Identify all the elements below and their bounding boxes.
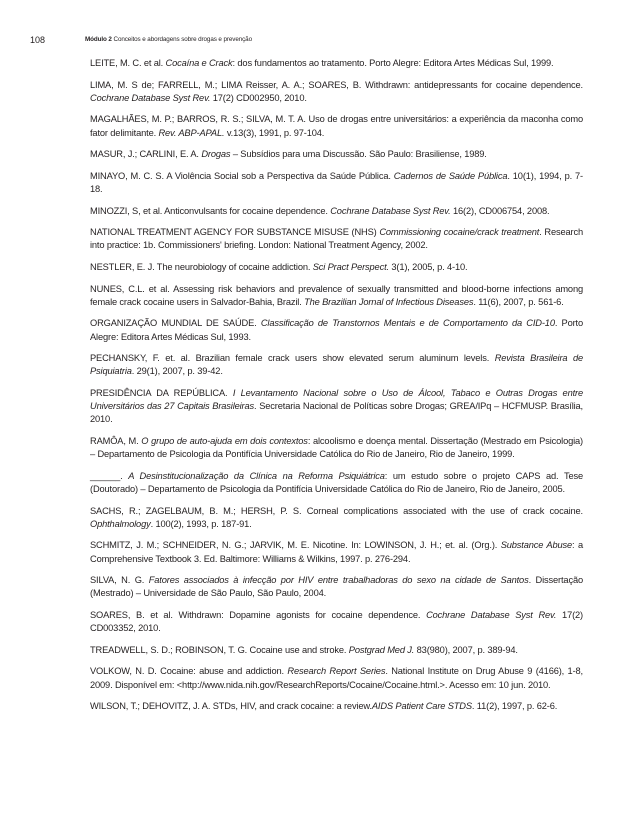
reference-title: Drogas bbox=[201, 149, 231, 160]
reference-details: 17(2) CD002950, 2010. bbox=[210, 92, 307, 103]
reference-text: ORGANIZAÇÃO MUNDIAL DE SAÚDE. bbox=[90, 318, 261, 329]
running-title bbox=[85, 33, 252, 47]
reference-text: PRESIDÊNCIA DA REPÚBLICA. bbox=[90, 387, 233, 398]
reference-text: LEITE, M. C. et al. bbox=[90, 58, 166, 68]
reference-entry bbox=[90, 387, 583, 427]
reference-details: . Porto Alegre: Editora Artes Médicas Sul, 1993. bbox=[90, 318, 583, 342]
reference-text: PECHANSKY, F. et. al. Brazilian female crack users show elevated serum aluminum levels. bbox=[90, 353, 495, 364]
reference-entry bbox=[90, 205, 583, 218]
reference-entry bbox=[90, 261, 583, 274]
module-label: Módulo 2 bbox=[85, 36, 112, 43]
reference-details: . 11(6), 2007, p. 561-6. bbox=[473, 296, 564, 307]
reference-details: : a Comprehensive Textbook 3. Ed. Baltimore: Williams & Wilkins, 1997. p. 276-294. bbox=[90, 540, 583, 564]
reference-title: A Desinstitucionalização da Clínica na Reforma Psiquiátrica bbox=[128, 470, 385, 481]
reference-entry bbox=[90, 113, 583, 139]
reference-text: LIMA, M. S de; FARRELL, M.; LIMA Reisser, A. A.; SOARES, B. Withdrawn: antidepressants for cocaine dependence. bbox=[90, 79, 583, 90]
reference-entry bbox=[90, 79, 583, 105]
reference-entry bbox=[90, 283, 583, 309]
reference-entry bbox=[90, 148, 583, 161]
reference-title: Revista Brasileira de Psiquiatria bbox=[90, 353, 584, 377]
reference-entry bbox=[90, 57, 583, 70]
reference-title: Cadernos de Saúde Pública bbox=[393, 170, 508, 181]
reference-text: MINAYO, M. C. S. A Violência Social sob a Perspectiva da Saúde Pública. bbox=[90, 170, 394, 181]
reference-title: Substance Abuse bbox=[500, 540, 573, 551]
reference-title: Classificação de Transtornos Mentais e de Comportamento da CID-10 bbox=[260, 318, 555, 329]
reference-text: NATIONAL TREATMENT AGENCY FOR SUBSTANCE MISUSE (NHS) bbox=[90, 227, 380, 238]
reference-text: SACHS, R.; ZAGELBAUM, B. M.; HERSH, P. S. Corneal complications associated with the use of crack cocaine. bbox=[90, 505, 583, 516]
reference-text: WILSON, T.; DEHOVITZ, J. A. STDs, HIV, and crack cocaine: a review. bbox=[90, 701, 372, 712]
reference-text: TREADWELL, S. D.; ROBINSON, T. G. Cocaine use and stroke. bbox=[90, 644, 349, 655]
page-header bbox=[30, 33, 610, 47]
reference-text: VOLKOW, N. D. Cocaine: abuse and addiction. bbox=[90, 666, 288, 677]
reference-title: AIDS Patient Care STDS bbox=[371, 701, 472, 712]
reference-title: Cochrane Database Syst Rev. bbox=[330, 205, 451, 216]
reference-details: 83(980), 2007, p. 389-94. bbox=[414, 644, 518, 655]
reference-title: Postgrad Med J. bbox=[348, 644, 415, 655]
reference-text: MAGALHÃES, M. P.; BARROS, R. S.; SILVA, M. T. A. Uso de drogas entre universitários: a experiência da maconha como fator delimitante. bbox=[90, 114, 583, 138]
reference-text: NESTLER, E. J. The neurobiology of cocaine addiction. bbox=[90, 261, 313, 272]
reference-details: v.13(3), 1991, p. 97-104. bbox=[224, 127, 325, 138]
reference-details: . Research into practice: 1b. Commissioners' briefing. London: National Treatment Agency, 2002. bbox=[90, 227, 583, 251]
reference-details: : um estudo sobre o projeto CAPS ad. Tese (Doutorado) – Departamento de Psicologia da Pontifícia Universidade Católica do Rio de Janeiro, Rio de Janeiro, 2005. bbox=[90, 470, 583, 494]
reference-text: MASUR, J.; CARLINI, E. A. bbox=[90, 149, 202, 160]
reference-title: Cochrane Database Syst Rev. bbox=[90, 92, 211, 103]
reference-details: . National Institute on Drug Abuse 9 (4166), 1-8, 2009. Disponível em: <http://www.nida.nih.gov/ResearchReports/Cocaine/Cocaine.html.>. Acesso em: 10 jun. 2010. bbox=[90, 666, 583, 690]
reference-title: Rev. ABP-APAL. bbox=[158, 127, 225, 138]
reference-details: . 29(1), 2007, p. 39-42. bbox=[131, 366, 223, 377]
reference-details: . Dissertação (Mestrado) – Universidade de São Paulo, São Paulo, 2004. bbox=[90, 575, 583, 599]
reference-entry bbox=[90, 317, 583, 343]
reference-title: Cocaína e Crack bbox=[165, 58, 233, 68]
reference-entry bbox=[90, 700, 583, 713]
reference-details: 16(2), CD006754, 2008. bbox=[450, 205, 550, 216]
reference-details: : dos fundamentos ao tratamento. Porto Alegre: Editora Artes Médicas Sul, 1999. bbox=[232, 58, 554, 68]
page-number: 108 bbox=[30, 35, 46, 45]
reference-title: Ophthalmology bbox=[90, 518, 151, 529]
reference-title: Research Report Series bbox=[287, 666, 386, 677]
reference-title: O grupo de auto-ajuda em dois contextos bbox=[141, 435, 308, 446]
reference-details: – Subsídios para uma Discussão. São Paulo: Brasiliense, 1989. bbox=[230, 149, 487, 160]
reference-entry bbox=[90, 170, 583, 196]
reference-details: : alcoolismo e doença mental. Dissertação (Mestrado em Psicologia) – Departamento de Psicologia da Pontifícia Universidade Católica do Rio de Janeiro, Rio de Janeiro, 1999. bbox=[90, 435, 583, 460]
reference-text: RAMÔA, M. bbox=[90, 435, 142, 446]
reference-details: . 11(2), 1997, p. 62-6. bbox=[471, 701, 558, 712]
reference-entry bbox=[90, 226, 583, 252]
reference-list bbox=[90, 57, 583, 722]
reference-details: . Secretaria Nacional de Políticas sobre Drogas; GREA/IPq – HCFMUSP. Brasília, 2010. bbox=[90, 401, 583, 425]
reference-entry bbox=[90, 505, 583, 531]
reference-entry bbox=[90, 574, 583, 600]
module-title: Conceitos e abordagens sobre drogas e prevenção bbox=[113, 36, 252, 43]
reference-title: Cochrane Database Syst Rev. bbox=[426, 609, 557, 620]
reference-title: Fatores associados à infecção por HIV entre trabalhadoras do sexo na cidade de Santos bbox=[148, 575, 529, 586]
reference-text: NUNES, C.L. et al. Assessing risk behaviors and prevalence of sexually transmitted and blood-borne infections among female crack cocaine users in Salvador-Bahia, Brazil. bbox=[90, 283, 583, 307]
reference-text: MINOZZI, S, et al. Anticonvulsants for cocaine dependence. bbox=[90, 205, 331, 216]
reference-details: 3(1), 2005, p. 4-10. bbox=[388, 261, 468, 272]
reference-title: Sci Pract Perspect. bbox=[312, 261, 389, 272]
reference-text: SOARES, B. et al. Withdrawn: Dopamine agonists for cocaine dependence. bbox=[90, 609, 427, 620]
reference-text: ______. bbox=[90, 470, 129, 481]
reference-details: 17(2) CD003352, 2010. bbox=[90, 609, 584, 634]
reference-entry bbox=[90, 435, 583, 461]
reference-entry bbox=[90, 609, 583, 635]
reference-title: Commissioning cocaine/crack treatment bbox=[379, 227, 540, 238]
reference-details: . 10(1), 1994, p. 7-18. bbox=[90, 170, 583, 194]
reference-details: . 100(2), 1993, p. 187-91. bbox=[150, 518, 252, 529]
reference-text: SILVA, N. G. bbox=[90, 575, 149, 586]
reference-entry bbox=[90, 665, 583, 691]
reference-title: I Levantamento Nacional sobre o Uso de Álcool, Tabaco e Outras Drogas entre Universitários das 27 Capitais Brasileiras bbox=[90, 387, 583, 412]
reference-title: The Brazilian Jornal of Infectious Diseases bbox=[304, 296, 474, 307]
reference-entry bbox=[90, 644, 583, 657]
reference-entry bbox=[90, 470, 583, 496]
reference-text: SCHMITZ, J. M.; SCHNEIDER, N. G.; JARVIK, M. E. Nicotine. In: LOWINSON, J. H.; et. al. (Org.). bbox=[90, 540, 501, 551]
reference-entry bbox=[90, 539, 583, 565]
reference-entry bbox=[90, 352, 583, 378]
